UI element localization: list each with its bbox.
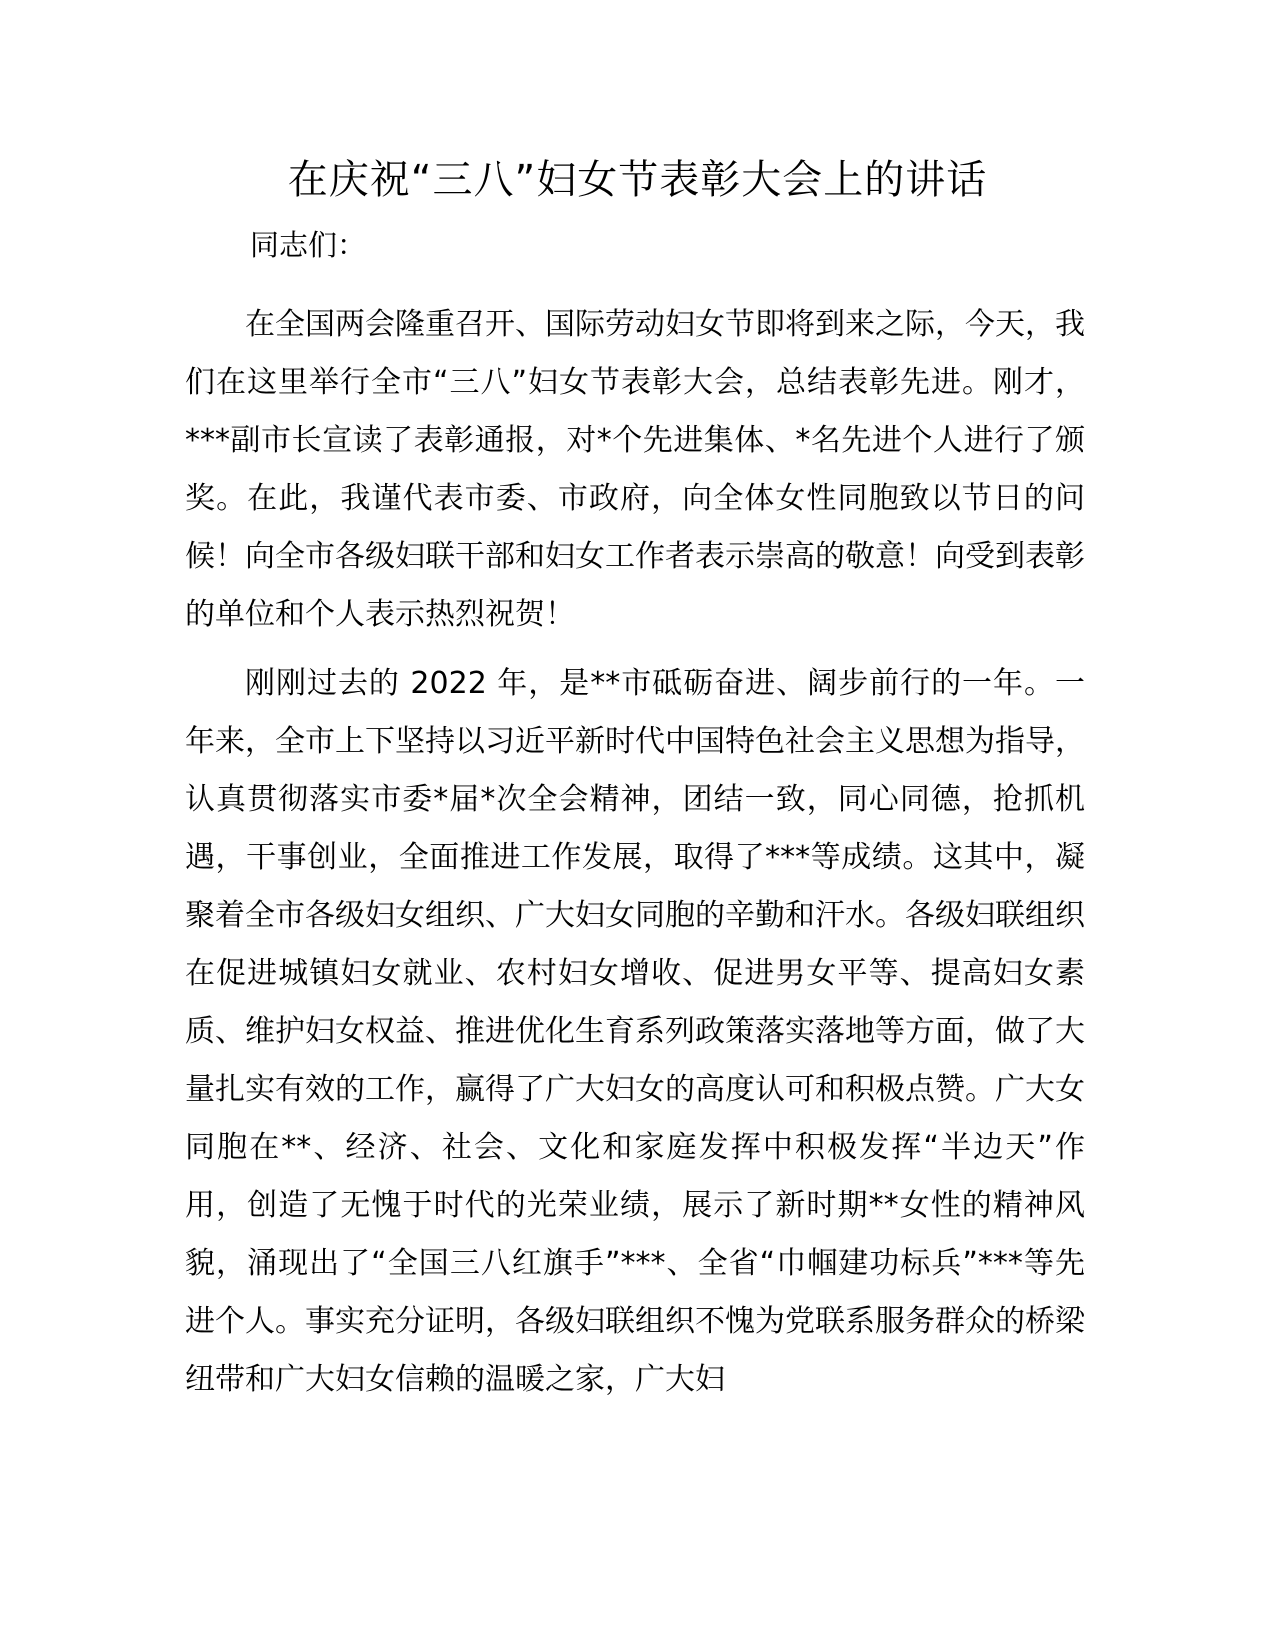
paragraph-1: 在全国两会隆重召开、国际劳动妇女节即将到来之际，今天，我们在这里举行全市“三八”妇女节表彰大会，总结表彰先进。刚才，***副市长宣读了表彰通报，对*个先进集体、*名先进个人进行了颁奖。在此，我谨代表市委、市政府，向全体女性同胞致以节日的问候！向全市各级妇联干部和妇女工作者表示崇高的敬意！向受到表彰的单位和个人表示热烈祝贺！	[185, 307, 1085, 632]
salutation: 同志们：	[250, 228, 367, 262]
document-title: 在庆祝“三八”妇女节表彰大会上的讲话	[287, 157, 988, 203]
paragraph-2: 刚刚过去的 2022 年，是**市砥砺奋进、阔步前行的一年。一年来，全市上下坚持以习近平新时代中国特色社会主义思想为指导，认真贯彻落实市委*届*次全会精神，团结一致，同心同德，抢抓机遇，干事创业，全面推进工作发展，取得了***等成绩。这其中，凝聚着全市各级妇女组织、广大妇女同胞的辛勤和汗水。各级妇联组织在促进城镇妇女就业、农村妇女增收、促进男女平等、提高妇女素质、维护妇女权益、推进优化生育系列政策落实落地等方面，做了大量扎实有效的工作，赢得了广大妇女的高度认可和积极点赞。广大女同胞在**、经济、社会、文化和家庭发挥中积极发挥“半边天”作用，创造了无愧于时代的光荣业绩，展示了新时期**女性的精神风貌，涌现出了“全国三八红旗手”***、全省“巾帼建功标兵”***等先进个人。事实充分证明，各级妇联组织不愧为党联系服务群众的桥梁纽带和广大妇女信赖的温暖之家，广大妇	[185, 666, 1085, 1397]
